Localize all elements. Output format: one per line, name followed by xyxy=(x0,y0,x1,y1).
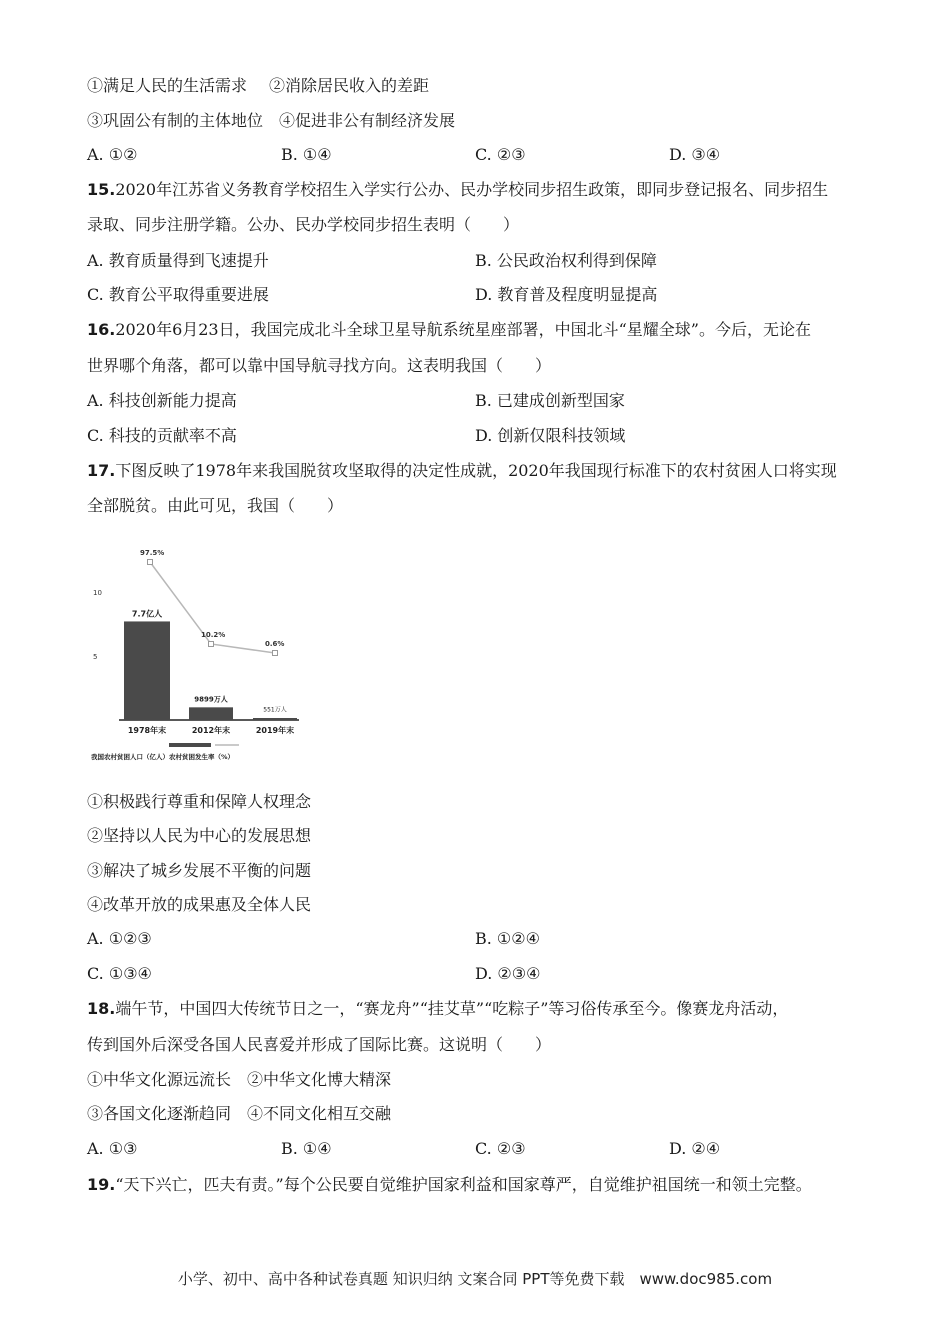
q14-option-b[interactable]: B. ①④ xyxy=(281,145,332,164)
bar-label: 9899万人 xyxy=(194,695,228,704)
q18-option-c[interactable]: C. ②③ xyxy=(475,1139,526,1158)
q19-stem-line-1 xyxy=(87,1174,812,1196)
rate-label: 10.2% xyxy=(201,630,226,639)
bar-label: 551万人 xyxy=(263,706,287,714)
q17-statement-3: ③解决了城乡发展不平衡的问题 xyxy=(87,861,312,880)
q15-text-1: 2020年江苏省义务教育学校招生入学实行公办、民办学校同步招生政策，即同步登记报名、同步招生 xyxy=(115,180,829,199)
q15-stem-line-2: 录取、同步注册学籍。公办、民办学校同步招生表明（ ） xyxy=(87,215,520,234)
q18-stem-line-1 xyxy=(87,998,788,1020)
q15-option-d[interactable]: D. 教育普及程度明显提高 xyxy=(475,285,658,304)
q16-number: 16. xyxy=(87,320,116,339)
q17-stem-line-1 xyxy=(87,460,837,482)
q17-statement-2: ②坚持以人民为中心的发展思想 xyxy=(87,826,312,845)
q14-statements-1-2 xyxy=(87,75,429,97)
bar xyxy=(189,707,233,720)
q15-option-a[interactable]: A. 教育质量得到飞速提升 xyxy=(87,251,269,270)
q14-option-d[interactable]: D. ③④ xyxy=(669,145,721,164)
y-tick-label: 5 xyxy=(93,653,98,661)
q15-number: 15. xyxy=(87,180,116,199)
q17-statement-1: ①积极践行尊重和保障人权理念 xyxy=(87,792,312,811)
q14-statement-3: ③巩固公有制的主体地位 xyxy=(87,111,264,130)
q15-stem-line-1 xyxy=(87,179,828,201)
q17-option-b[interactable]: B. ①②④ xyxy=(475,929,540,948)
page-footer: 小学、初中、高中各种试卷真题 知识归纳 文案合同 PPT等免费下载 www.doc985.com xyxy=(177,1270,773,1288)
q14-statement-2: ②消除居民收入的差距 xyxy=(269,76,430,95)
rate-label: 0.6% xyxy=(265,640,285,648)
q17-text-1: 下图反映了1978年来我国脱贫攻坚取得的决定性成就，2020年我国现行标准下的农村贫困人口将实现 xyxy=(115,461,837,480)
rate-point xyxy=(209,641,214,646)
q16-text-1: 2020年6月23日，我国完成北斗全球卫星导航系统星座部署，中国北斗“星耀全球”。今后，无论在 xyxy=(115,320,811,339)
q14-statement-4: ④促进非公有制经济发展 xyxy=(279,111,456,130)
q18-option-b[interactable]: B. ①④ xyxy=(281,1139,332,1158)
q18-statements-1-2: ①中华文化源远流长 ②中华文化博大精深 xyxy=(87,1070,392,1089)
q17-number: 17. xyxy=(87,461,116,480)
q14-statement-1: ①满足人民的生活需求 xyxy=(87,76,248,95)
q17-option-d[interactable]: D. ②③④ xyxy=(475,964,541,983)
legend-bar-swatch xyxy=(169,743,211,747)
poverty-chart-svg xyxy=(87,530,322,770)
q19-text-1: “天下兴亡，匹夫有责。”每个公民要自觉维护国家利益和国家尊严，自觉维护祖国统一和领土完整。 xyxy=(115,1175,812,1194)
q16-stem-line-1 xyxy=(87,319,811,341)
q18-stem-line-2: 传到国外后深受各国人民喜爱并形成了国际比赛。这说明（ ） xyxy=(87,1035,552,1054)
q14-option-a[interactable]: A. ①② xyxy=(87,145,138,164)
q16-option-d[interactable]: D. 创新仅限科技领域 xyxy=(475,426,626,445)
q16-stem-line-2: 世界哪个角落，都可以靠中国导航寻找方向。这表明我国（ ） xyxy=(87,356,552,375)
q17-option-a[interactable]: A. ①②③ xyxy=(87,929,152,948)
q15-option-c[interactable]: C. 教育公平取得重要进展 xyxy=(87,285,269,304)
rate-point xyxy=(273,651,278,656)
y-tick-label: 10 xyxy=(93,589,102,597)
bar xyxy=(253,718,297,720)
q17-option-c[interactable]: C. ①③④ xyxy=(87,964,152,983)
poverty-chart xyxy=(87,530,322,770)
q14-statements-3-4 xyxy=(87,110,455,132)
q16-option-a[interactable]: A. 科技创新能力提高 xyxy=(87,391,237,410)
x-tick-label: 1978年末 xyxy=(127,726,167,735)
rate-label: 97.5% xyxy=(140,549,165,557)
q17-stem-line-2: 全部脱贫。由此可见，我国（ ） xyxy=(87,496,344,515)
q16-option-b[interactable]: B. 已建成创新型国家 xyxy=(475,391,625,410)
q18-option-d[interactable]: D. ②④ xyxy=(669,1139,721,1158)
q19-number: 19. xyxy=(87,1175,116,1194)
q15-option-b[interactable]: B. 公民政治权利得到保障 xyxy=(475,251,657,270)
rate-point xyxy=(148,560,153,565)
x-tick-label: 2019年末 xyxy=(255,726,295,735)
q14-option-c[interactable]: C. ②③ xyxy=(475,145,526,164)
q17-statement-4: ④改革开放的成果惠及全体人民 xyxy=(87,895,312,914)
q18-text-1: 端午节，中国四大传统节日之一，“赛龙舟”“挂艾草”“吃粽子”等习俗传承至今。像赛龙舟活动， xyxy=(115,999,789,1018)
x-tick-label: 2012年末 xyxy=(191,726,231,735)
q18-number: 18. xyxy=(87,999,116,1018)
bar-label: 7.7亿人 xyxy=(131,609,163,619)
bar xyxy=(124,621,170,720)
legend-text: 我国农村贫困人口（亿人）农村贫困发生率（%） xyxy=(91,753,235,761)
q16-option-c[interactable]: C. 科技的贡献率不高 xyxy=(87,426,237,445)
q18-statements-3-4: ③各国文化逐渐趋同 ④不同文化相互交融 xyxy=(87,1104,392,1123)
q18-option-a[interactable]: A. ①③ xyxy=(87,1139,138,1158)
